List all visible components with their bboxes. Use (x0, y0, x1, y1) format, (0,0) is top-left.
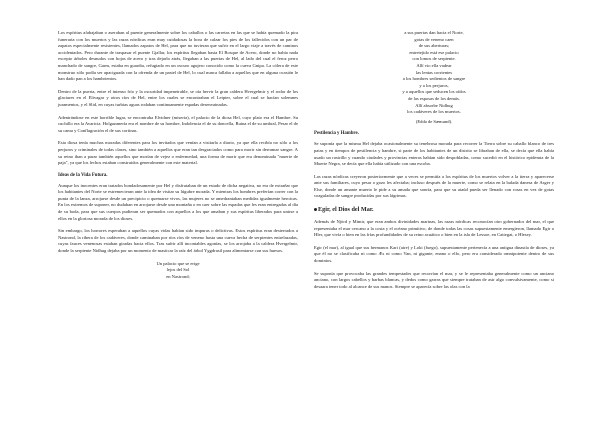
verse-line: Un palacio que se erige (156, 260, 200, 266)
verse-line: las lentas corrientes (415, 69, 453, 75)
verse-line: los cadáveres de los muertos. (407, 109, 461, 115)
verse-line: con lomos de serpiente. (412, 56, 456, 62)
paragraph: Esta diosa tenía muchas moradas diferentes para los invitados que venían a visitarla a diario, ya que ella recibía no sólo a los perjuros y criminales de todas clases, sino también a aquellos que eran tan desgraciados como para morir sin derramar sangre. A su reino iban a parar también aquellos que morían de vejez o enfermedad, una forma de morir que era denominada "muerte de paja", ya que los lechos estaban construidos generalmente con este material. (58, 140, 298, 166)
verse-line: Allí absorbe Nidhug (415, 102, 453, 108)
verse-line: y a aquellos que seducen los oídos (402, 89, 466, 95)
verse-line: entretejido está ese palacio (409, 49, 459, 55)
paragraph: Aunque los inocentes eran tratados bondadosamente por Hel y disfrutaban de un estado de dicha negativa, no era de extrañar que los habitantes del Norte se estremecieran ante la idea de visitar su lúgubre morada. Y mientras los hombres preferían correr con la punta de la lanza, arrojarse desde un precipicio o quemarse vivos, las mujeres no se amedrantaban medidas igualmente heroicas. En los extremos de suponer, no dudaban en arrojarse desde una montaña o en caer sobre las espadas que les eran entregadas al día de su boda, para que sus cuerpos pudieran ser quemados con aquellos a los que amaban y sus espíritus liberados para unirse a ellos en la gloriosa morada de los dioses. (58, 182, 298, 221)
verse-line: y a los perjuros, (419, 82, 449, 88)
paragraph: Las razas nórdicas creyeron posteriormente que a veces se permitía a los espíritus de los muertos volver a la tierra y aparecerse ante sus familiares, cuyo pesar o gozo les afectaba; incluso después de la muerte, como se relata en la balada danesa de Asger y Else, donde un amante muerto le pide a su amada que sonría, para que su ataúd pueda ser llenado con rosas en vez de gotas coaguladas de sangre producidas por sus lágrimas. (314, 173, 554, 199)
verse-line: de las esposas de los demás. (408, 95, 460, 101)
verse-line: a sus puertas dan hacia el Norte, (404, 30, 464, 35)
paragraph: Adentrándose en este horrible lugar, se encontraba Elvidner (miseria), el palacio de la diosa Hel, cuyo plato era el Hambre. Su cuchillo era la Avaricia. Holgazanería era el nombre de su hombre, Indolencia el de su doncella, Ruina el de su umbral, Pesar el de su cama y Conflagración el de sus cortinas. (58, 114, 298, 133)
right-column (314, 30, 554, 296)
verse-line: en Nastrond; (166, 273, 190, 279)
verse-line: gotas de veneno caen (414, 36, 454, 42)
verse-block (58, 261, 298, 281)
paragraph: Se suponía que la misma Hel dejaba ocasionalmente su tenebrosa morada para recorrer la Tierra sobre su caballo blanco de tres patas y en tiempos de pestilencia y hambre, si parte de los habitantes de un distrito se libraban de ella, se decía que ella había usado un rastrillo y cuando ciudades y provincias enteras habían sido despobladas, como sucedió en el histórico epidemia de la Muerte Negra, se decía que ella había utilizado con una escoba. (314, 141, 554, 167)
paragraph: Se suponía que provocaba las grandes tempestades que recorrían el mar, y se le representaba generalmente como un anciano anciano, con largos cabellos y barbas blancas, y dedos como garras que siempre trataban de asir algo convulsivamente, como si desaara tener todo al alcance de sus manos. Siempre se aparecía sobre las olas con la (314, 270, 554, 289)
verse-source: (Edda de Sæmund). (415, 118, 453, 124)
verse-line: lejos del Sol (166, 267, 190, 273)
verse-line: a los hombres sedientos de sangre (402, 76, 466, 82)
section-heading: Pestilencia y Hambre. (314, 131, 359, 137)
verse-line: Allí vio ella vadear (416, 62, 452, 68)
chapter-heading (314, 206, 554, 213)
chapter-heading-text: Egir, el Dios del Mar. (318, 206, 374, 214)
verse-line: de sus aberturas; (418, 43, 450, 49)
paragraph: Los espíritus afabajaban o aseraban al puente generalmente sobre los caballos o las carretas en las que se había quemado la pira funeraria con los muertos y las razas nórdicas eran muy cuidadosas la hora de calzar los pies de los fallecidos con un par de zapatos especialmente resistentes, llamados zapatos de Hel, para que no tuvieran que sufrir en el largo viaje a través de caminos accidentados. Pero durante de traspasar el puente Gjallar, los espíritus llegaban hasta El Bosque de Acero, donde no había nada excepto árboles desnudos con hojas de acero y tras dejarlo atrás, llegaban a las puertas de Hel, al lado del cual el feroz perro manchado de sangre, Garm, estaba en guardia, refugiado en un oscuro agujero conocido como la cueva Gnipa. La cólera de este monstruo sólo podía ser apaciguada con la ofrenda de un pastel de Hel, lo cual nunca fallaba a aquellos que en alguna ocasión le han dado pan a los hambrientos. (58, 30, 298, 82)
paragraph: Sin embargo, los horrores esperaban a aquellos cuyas vidas habían sido impuras o delictivas. Estos espíritus eran desterrados a Nastrond, la ribera de los cadáveres, donde caminaban por ríos ríos de veneno hasta una cueva hecha de serpientes entrelazadas, cuyas fauces venenosas estaban giradas hacia ellos. Tras sufrir allí incontables agonías, se los arrojaba a la caldera Hvergelmir, donde la serpiente Nidhug dejaba por un momento de masticar la raíz del árbol Yggdrasil para alimentarse con sus huesos. (58, 228, 298, 254)
verse-block (314, 30, 554, 125)
bullet-icon (314, 208, 317, 211)
paragraph: Egir (el mar), al igual que sus hermanos Kari (aire) y Loki (fuego), supuestamente pertenecía a una antigua dinastía de dioses, ya que él no se clasificaba ni como Æs ni como Van, ni gigante, enano o elfo, pero era considerado omnipotente dentro de sus dominios. (314, 244, 554, 264)
paragraph: Dentro de la puerta, entre el intenso frío y la oscuridad impenetrable, se oía hervir la gran caldera Hvergelmir y el rodar de los glaciares en el Elivagar y otros ríos de Hel, entre los cuales se encontraban el Leipter, sobre el cual se hacían solemnes juramentos, y el Slid, en cuyas turbias aguas rodaban continuamente espadas desenvainadas. (58, 88, 298, 107)
paragraph: Además de Njörd y Mimir, que eran ambos divinidades marinas, las razas nórdicas reconocían otro gobernador del mar, el que representaba el mar cercano a la costa y el océano primitivo, de donde todas las cosas supuestamente emergieron, llamado Egir o Hler, que vivía o bien en las frías profundidades de su reino acuático o bien en la isla de Lessoe, en Cattegat, o Hlesey. (314, 219, 554, 238)
left-column (58, 30, 298, 286)
section-heading: Ideas de la Vida Futura. (58, 172, 108, 178)
